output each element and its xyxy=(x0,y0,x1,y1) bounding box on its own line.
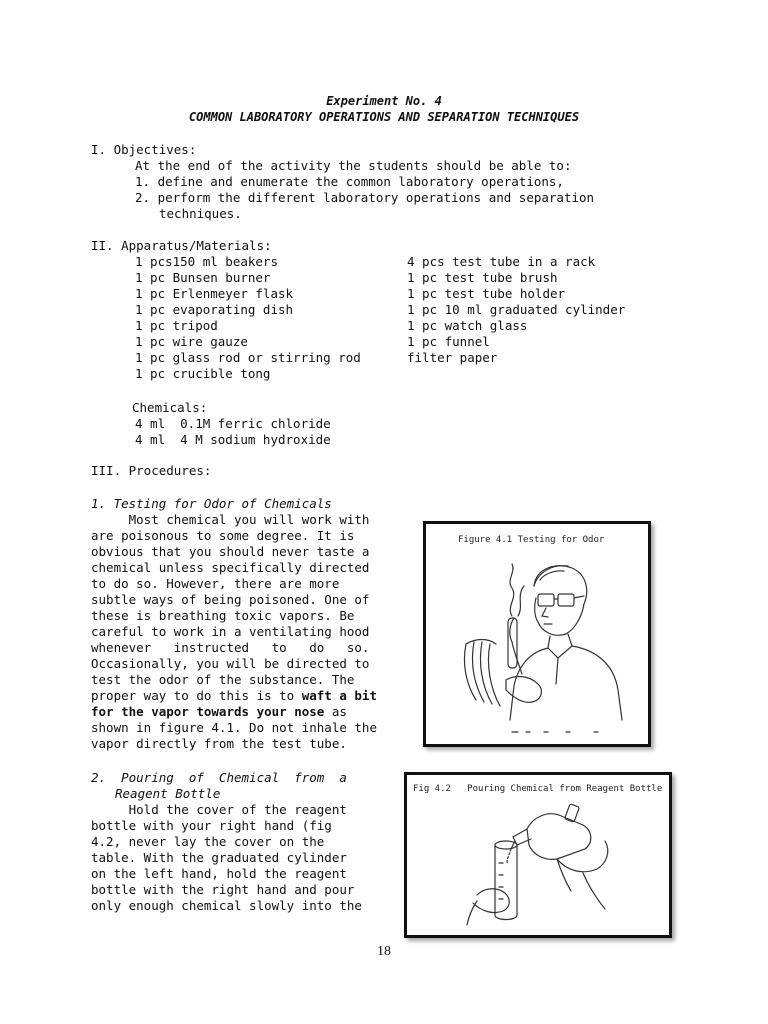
apparatus-item: 1 pc tripod xyxy=(135,318,218,333)
odor-testing-illustration xyxy=(426,524,648,744)
apparatus-item: 1 pc test tube brush xyxy=(407,270,558,285)
body-line: bottle with the right hand and pour xyxy=(91,882,355,897)
body-text: proper way to do this is to xyxy=(91,688,302,703)
figure-4-1-caption: Figure 4.1 Testing for Odor xyxy=(458,535,605,545)
pouring-illustration xyxy=(407,775,669,935)
body-line: are poisonous to some degree. It is xyxy=(91,528,355,543)
body-line: vapor directly from the test tube. xyxy=(91,736,347,751)
body-line: Occasionally, you will be directed to xyxy=(91,656,370,671)
body-line: 4.2, never lay the cover on the xyxy=(91,834,325,849)
procedures-heading: III. Procedures: xyxy=(91,463,212,478)
body-line: to do so. However, there are more xyxy=(91,576,340,591)
experiment-subtitle: COMMON LABORATORY OPERATIONS AND SEPARATION TECHNIQUES xyxy=(188,110,580,124)
apparatus-item: 1 pc watch glass xyxy=(407,318,528,333)
objective-item: techniques. xyxy=(159,206,242,221)
apparatus-item: 1 pc glass rod or stirring rod xyxy=(135,350,361,365)
body-line: whenever instructed to do so. xyxy=(91,640,370,655)
body-line: test the odor of the substance. The xyxy=(91,672,355,687)
body-text: as xyxy=(324,704,347,719)
objective-item: 1. define and enumerate the common laboratory operations, xyxy=(135,174,564,189)
procedure-1-title: 1. Testing for Odor of Chemicals xyxy=(91,496,332,511)
apparatus-item: 1 pc 10 ml graduated cylinder xyxy=(407,302,626,317)
apparatus-item: 1 pcs150 ml beakers xyxy=(135,254,278,269)
body-line: bottle with your right hand (fig xyxy=(91,818,332,833)
chemicals-heading: Chemicals: xyxy=(132,400,208,415)
body-line: on the left hand, hold the reagent xyxy=(91,866,347,881)
emphasis-text: for the vapor towards your nose xyxy=(91,704,325,719)
body-line: obvious that you should never taste a xyxy=(91,544,370,559)
apparatus-item: 1 pc Bunsen burner xyxy=(135,270,271,285)
apparatus-item: 1 pc funnel xyxy=(407,334,490,349)
procedure-2-title: 2. Pouring of Chemical from a xyxy=(91,770,347,785)
procedure-2-title-cont: Reagent Bottle xyxy=(115,786,221,801)
apparatus-item: 1 pc test tube holder xyxy=(407,286,566,301)
body-line: Most chemical you will work with xyxy=(91,512,370,527)
apparatus-heading: II. Apparatus/Materials: xyxy=(91,238,272,253)
experiment-title: Experiment No. 4 xyxy=(326,94,442,108)
chemical-item: 4 ml 4 M sodium hydroxide xyxy=(135,432,331,447)
figure-4-2 xyxy=(404,772,672,938)
apparatus-item: 1 pc wire gauze xyxy=(135,334,248,349)
apparatus-item: 1 pc evaporating dish xyxy=(135,302,294,317)
objective-item: 2. perform the different laboratory operations and separation xyxy=(135,190,595,205)
body-line: Hold the cover of the reagent xyxy=(91,802,347,817)
apparatus-item: 1 pc crucible tong xyxy=(135,366,271,381)
page-number: 18 xyxy=(377,944,391,959)
objectives-heading: I. Objectives: xyxy=(91,142,197,157)
body-line: shown in figure 4.1. Do not inhale the xyxy=(91,720,377,735)
body-line: careful to work in a ventilating hood xyxy=(91,624,370,639)
chemical-item: 4 ml 0.1M ferric chloride xyxy=(135,416,331,431)
body-line: table. With the graduated cylinder xyxy=(91,850,347,865)
emphasis-text: waft a bit xyxy=(301,688,377,703)
apparatus-item: filter paper xyxy=(407,350,498,365)
body-line: subtle ways of being poisoned. One of xyxy=(91,592,370,607)
body-line: chemical unless specifically directed xyxy=(91,560,370,575)
figure-4-2-caption: Fig 4.2 Pouring Chemical from Reagent Bottle xyxy=(413,784,663,794)
figure-4-1 xyxy=(423,521,651,747)
objectives-intro: At the end of the activity the students should be able to: xyxy=(135,158,572,173)
body-line-with-bold xyxy=(91,688,377,704)
body-line: these is breathing toxic vapors. Be xyxy=(91,608,355,623)
apparatus-item: 4 pcs test tube in a rack xyxy=(407,254,596,269)
body-line-with-bold xyxy=(91,704,347,720)
body-line: only enough chemical slowly into the xyxy=(91,898,362,913)
apparatus-item: 1 pc Erlenmeyer flask xyxy=(135,286,294,301)
